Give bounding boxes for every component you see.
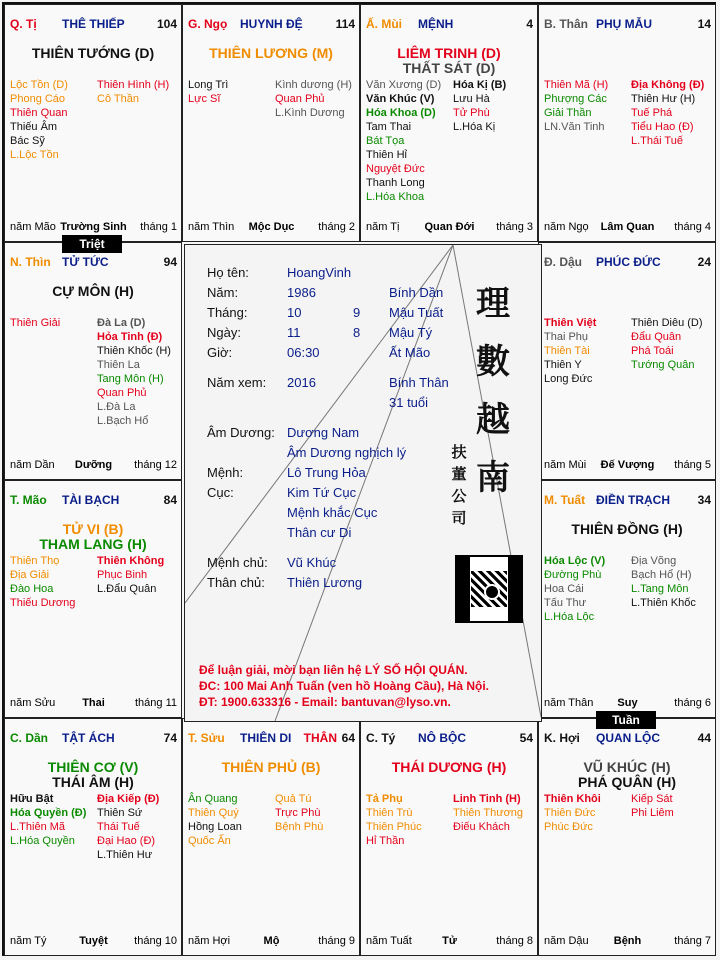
main-star: LIÊM TRINH (D) — [397, 45, 501, 61]
minor-star: Phi Liêm — [631, 807, 674, 819]
palace-hoi[interactable] — [538, 718, 716, 956]
palace-number: 14 — [697, 17, 711, 31]
minor-star: L.Thiên Mã — [10, 821, 66, 833]
palace-month: tháng 4 — [674, 221, 711, 233]
info-value: Lô Trung Hỏa — [287, 465, 366, 480]
calligraphy-char: 扶 — [451, 443, 467, 461]
minor-star: L.Hóa Khoa — [366, 191, 425, 203]
palace-dau[interactable] — [538, 242, 716, 480]
minor-star: Thiên Hư (H) — [631, 93, 696, 105]
center-info-panel — [184, 244, 542, 722]
info-value: Thân cư Di — [287, 525, 352, 540]
minor-star: Phục Binh — [97, 569, 148, 581]
tuan-tag: Tuần — [596, 711, 656, 729]
calligraphy-side — [449, 441, 469, 529]
minor-star: Thiên Mã (H) — [544, 79, 609, 91]
minor-star: Lộc Tồn (D) — [10, 79, 68, 91]
main-star: THAM LANG (H) — [39, 536, 147, 552]
palace-footer — [10, 935, 177, 949]
calligraphy-char: 數 — [476, 342, 510, 382]
palace-month: tháng 5 — [674, 459, 711, 471]
minor-star: Đại Hao (Đ) — [97, 835, 156, 847]
minor-star: L.Hóa Lộc — [544, 611, 595, 623]
minor-star: Trực Phù — [275, 807, 321, 819]
palace-month: tháng 12 — [134, 459, 177, 471]
minor-star: Hỏa Tinh (Đ) — [97, 331, 163, 343]
palace-month: tháng 10 — [134, 935, 177, 947]
palace-stem-branch: C. Dần — [10, 731, 49, 745]
star-list-right — [453, 792, 523, 834]
star-list-right — [631, 78, 704, 148]
palace-footer — [544, 221, 711, 235]
minor-star: L.Thiên Hư — [97, 849, 153, 861]
info-value: Âm Dương nghịch lý — [287, 445, 407, 460]
info-value-canchi: Bính Dần — [389, 285, 444, 300]
palace-name: TỬ TỨC — [62, 255, 109, 269]
palace-number: 44 — [697, 731, 711, 745]
star-list-left — [366, 792, 422, 848]
palace-footer — [10, 697, 177, 711]
info-label: Mệnh: — [207, 465, 244, 480]
minor-star: Thiên Giải — [10, 317, 61, 329]
calligraphy-char: 越 — [476, 400, 510, 440]
minor-star: Tam Thai — [366, 121, 412, 133]
minor-star: Kiếp Sát — [631, 793, 673, 805]
palace-month: tháng 2 — [318, 221, 355, 233]
palace-stage: Trường Sinh — [60, 221, 127, 233]
minor-star: Đường Phù — [544, 569, 602, 581]
main-star: CỰ MÔN (H) — [52, 283, 134, 299]
palace-number: 64 — [341, 731, 355, 745]
palace-name: THIÊN DI — [240, 731, 292, 745]
minor-star: Điếu Khách — [453, 821, 510, 833]
minor-star: Thai Phụ — [544, 331, 589, 343]
minor-star: Giải Thần — [544, 107, 592, 119]
minor-star: Thiên Đức — [544, 807, 596, 819]
minor-star: Tả Phụ — [366, 793, 403, 805]
info-value-canchi: Bính Thân — [389, 375, 449, 390]
info-label: Tháng: — [207, 305, 248, 320]
minor-star: Phượng Các — [544, 93, 607, 105]
star-list-left — [544, 554, 605, 624]
palace-mui[interactable] — [360, 4, 538, 242]
minor-star: Phúc Đức — [544, 821, 593, 833]
minor-star: Thiên Phúc — [366, 821, 422, 833]
minor-star: Địa Không (Đ) — [631, 79, 705, 91]
star-list-left — [544, 78, 608, 134]
palace-stage: Dưỡng — [74, 459, 113, 471]
palace-year: năm Ngọ — [544, 221, 589, 233]
star-list-left — [10, 316, 60, 330]
info-value: 10 — [287, 305, 302, 320]
minor-star: Bệnh Phù — [275, 821, 324, 833]
minor-star: Thiên Diêu (D) — [631, 317, 703, 329]
palace-stage: Mộ — [263, 935, 280, 947]
minor-star: Bác Sỹ — [10, 135, 45, 147]
palace-footer — [188, 221, 355, 235]
calligraphy-main — [473, 275, 513, 507]
main-star: THIÊN LƯƠNG (M) — [209, 45, 333, 61]
palace-number: 94 — [163, 255, 177, 269]
palace-stem-branch: C. Tý — [366, 731, 396, 745]
palace-stem-branch: B. Thân — [544, 17, 588, 31]
palace-stem-branch: N. Thìn — [10, 255, 51, 269]
palace-header — [544, 255, 711, 271]
minor-star: L.Lộc Tồn — [10, 149, 59, 161]
main-star: THÁI DƯƠNG (H) — [391, 759, 507, 775]
palace-year: năm Sửu — [10, 697, 56, 709]
main-star: THẤT SÁT (D) — [402, 60, 496, 76]
minor-star: Thanh Long — [366, 177, 425, 189]
minor-star: Tử Phù — [453, 107, 490, 119]
palace-header — [544, 731, 711, 747]
info-label: Họ tên: — [207, 265, 249, 280]
palace-stage: Thai — [82, 697, 105, 709]
contact-line: ĐC: 100 Mai Anh Tuấn (ven hồ Hoàng Cầu), Hà Nội. — [199, 679, 490, 693]
info-label: Cục: — [207, 485, 234, 500]
palace-year: năm Hợi — [188, 935, 231, 947]
main-star: TỬ VI (B) — [62, 521, 124, 537]
info-value-canchi: Mậu Tý — [389, 325, 433, 340]
info-value-canchi: Ất Mão — [389, 345, 431, 360]
info-value-canchi: 31 tuổi — [389, 395, 429, 410]
minor-star: Long Trì — [188, 79, 229, 91]
palace-name: TẬT ÁCH — [62, 731, 115, 745]
info-label: Năm: — [207, 285, 239, 300]
minor-star: Tuế Phá — [631, 107, 673, 119]
minor-star: Đẩu Quân — [631, 331, 682, 343]
palace-month: tháng 3 — [496, 221, 533, 233]
palace-footer — [544, 459, 711, 473]
palace-year: năm Thân — [544, 697, 594, 709]
info-label: Giờ: — [207, 345, 233, 360]
minor-star: Hóa Kị (B) — [453, 79, 507, 91]
palace-header — [544, 493, 711, 509]
qr-code-icon[interactable] — [455, 555, 523, 623]
palace-header — [10, 17, 177, 33]
info-value-lunar: 9 — [353, 305, 361, 320]
star-list-right — [97, 554, 164, 596]
palace-stem-branch: Ấ. Mùi — [366, 17, 402, 31]
palace-stem-branch: T. Sửu — [188, 731, 225, 745]
minor-star: Hoa Cái — [544, 583, 584, 595]
minor-star: Thiên Trù — [366, 807, 413, 819]
palace-name: HUYNH ĐỆ — [240, 17, 303, 31]
palace-number: 114 — [335, 17, 355, 31]
star-list-left — [366, 78, 441, 204]
minor-star: Quốc Ấn — [188, 835, 231, 847]
minor-star: Linh Tinh (H) — [453, 793, 521, 805]
main-star: THIÊN CƠ (V) — [47, 759, 139, 775]
star-list-right — [631, 554, 696, 610]
palace-header — [188, 731, 355, 747]
minor-star: L.Bạch Hổ — [97, 415, 149, 427]
info-value: Dương Nam — [287, 425, 360, 440]
minor-star: Bát Tọa — [366, 135, 405, 147]
minor-star: L.Đẩu Quân — [97, 583, 157, 595]
palace-footer — [188, 935, 355, 949]
minor-star: L.Đà La — [97, 401, 136, 413]
palace-footer — [10, 459, 177, 473]
palace-name: ĐIỀN TRẠCH — [596, 493, 670, 507]
palace-tuat[interactable] — [538, 480, 716, 718]
minor-star: L.Hóa Quyền — [10, 835, 75, 847]
info-value: HoangVinh — [287, 265, 352, 280]
palace-number: 74 — [163, 731, 177, 745]
minor-star: Tang Môn (H) — [97, 373, 164, 385]
palace-stem-branch: Q. Tị — [10, 17, 37, 31]
minor-star: Thiên Tài — [544, 345, 590, 357]
star-list-left — [10, 792, 86, 848]
minor-star: Tấu Thư — [544, 597, 587, 609]
palace-year: năm Tuất — [366, 935, 412, 947]
palace-footer — [366, 221, 533, 235]
minor-star: Thiên Quan — [10, 107, 68, 119]
info-label: Năm xem: — [207, 375, 267, 390]
minor-star: Quan Phủ — [275, 93, 325, 105]
star-list-left — [544, 316, 596, 386]
palace-number: 104 — [156, 17, 177, 31]
palace-year: năm Tý — [10, 935, 47, 947]
minor-star: L.Kình Dương — [275, 107, 345, 119]
star-list-right — [631, 792, 674, 820]
minor-star: Nguyệt Đức — [366, 163, 425, 175]
minor-star: Thiếu Dương — [10, 597, 76, 609]
palace-header — [366, 731, 533, 747]
star-list-right — [275, 792, 323, 834]
info-value: 11 — [287, 325, 301, 340]
palace-footer — [10, 221, 177, 235]
minor-star: L.Tang Môn — [631, 583, 689, 595]
palace-stage: Bệnh — [613, 935, 642, 947]
palace-suu[interactable] — [182, 718, 360, 956]
minor-star: Bạch Hổ (H) — [631, 569, 692, 581]
palace-number: 34 — [697, 493, 711, 507]
minor-star: Thiên Y — [544, 359, 582, 371]
minor-star: Đà La (D) — [97, 317, 146, 329]
main-star: PHÁ QUÂN (H) — [578, 774, 676, 790]
than-marker: THÂN — [303, 731, 337, 745]
palace-year: năm Mùi — [544, 459, 587, 471]
info-label: Âm Dương: — [207, 425, 275, 440]
minor-star: Hữu Bật — [10, 793, 54, 805]
main-star: THIÊN TƯỚNG (D) — [31, 45, 155, 61]
minor-star: Thiên Không — [97, 555, 165, 567]
palace-name: PHỤ MẪU — [596, 17, 652, 31]
main-star: THÁI ÂM (H) — [52, 774, 134, 790]
star-list-left — [10, 554, 75, 610]
palace-header — [10, 731, 177, 747]
palace-year: năm Tị — [366, 221, 400, 233]
minor-star: Thiên Sứ — [97, 807, 143, 819]
minor-star: Đào Hoa — [10, 583, 54, 595]
star-list-left — [188, 78, 228, 106]
palace-stem-branch: Đ. Dậu — [544, 255, 583, 269]
info-label: Ngày: — [207, 325, 241, 340]
minor-star: Long Đức — [544, 373, 593, 385]
palace-month: tháng 6 — [674, 697, 711, 709]
palace-month: tháng 8 — [496, 935, 533, 947]
palace-ti[interactable] — [4, 4, 182, 242]
minor-star: L.Thiên Khốc — [631, 597, 696, 609]
info-label: Thân chủ: — [207, 575, 265, 590]
palace-ngo[interactable] — [182, 4, 360, 242]
palace-stage: Đế Vượng — [600, 459, 655, 471]
palace-stage: Tuyệt — [79, 935, 108, 947]
palace-footer — [366, 935, 533, 949]
info-value: 06:30 — [287, 345, 320, 360]
palace-stage: Suy — [617, 697, 638, 709]
palace-header — [544, 17, 711, 33]
triet-tag: Triệt — [62, 235, 122, 253]
palace-header — [10, 493, 177, 509]
palace-footer — [544, 697, 711, 711]
minor-star: L.Hóa Kị — [453, 121, 496, 133]
calligraphy-char: 理 — [476, 284, 510, 324]
palace-stem-branch: G. Ngọ — [188, 17, 228, 31]
palace-thin[interactable] — [4, 242, 182, 480]
star-list-right — [453, 78, 506, 134]
palace-stem-branch: T. Mão — [10, 493, 47, 507]
star-list-left — [188, 792, 242, 848]
palace-number: 24 — [697, 255, 711, 269]
palace-name: PHÚC ĐỨC — [596, 255, 661, 269]
star-list-left — [544, 792, 601, 834]
star-list-left — [10, 78, 68, 162]
palace-name: MỆNH — [418, 17, 454, 31]
palace-stage: Tử — [442, 935, 457, 947]
minor-star: Phá Toái — [631, 345, 674, 357]
palace-year: năm Dần — [10, 459, 55, 471]
calligraphy-char: 公 — [451, 487, 467, 505]
minor-star: Văn Xương (D) — [366, 79, 442, 91]
info-value: 1986 — [287, 285, 316, 300]
star-list-right — [97, 792, 159, 862]
palace-year: năm Dậu — [544, 935, 589, 947]
palace-stage: Quan Đới — [424, 221, 475, 233]
minor-star: Hóa Khoa (D) — [366, 107, 436, 119]
minor-star: Thiên Thọ — [10, 555, 60, 567]
contact-line: Để luận giải, mời bạn liên hệ LÝ SỐ HỘI QUÁN. — [199, 663, 468, 677]
palace-number: 84 — [163, 493, 177, 507]
palace-ty[interactable] — [360, 718, 538, 956]
minor-star: Thiên Khôi — [544, 793, 601, 805]
info-value: Thiên Lương — [287, 575, 363, 590]
minor-star: Thiếu Âm — [10, 121, 58, 133]
palace-footer — [544, 935, 711, 949]
main-star: THIÊN ĐỒNG (H) — [571, 521, 683, 537]
minor-star: Kình dương (H) — [275, 79, 352, 91]
minor-star: LN.Văn Tinh — [544, 121, 605, 133]
palace-number: 54 — [519, 731, 533, 745]
minor-star: Cô Thần — [97, 93, 139, 105]
minor-star: Thiên Hỉ — [366, 149, 407, 161]
minor-star: Thiên La — [97, 359, 140, 371]
chart-board — [2, 2, 716, 956]
palace-mao[interactable] — [4, 480, 182, 718]
minor-star: Thiên Khốc (H) — [97, 345, 171, 357]
calligraphy-char: 董 — [451, 465, 467, 483]
info-value-lunar: 8 — [353, 325, 361, 340]
palace-stem-branch: K. Hợi — [544, 731, 580, 745]
info-value: 2016 — [287, 375, 316, 390]
palace-header — [188, 17, 355, 33]
info-value: Mệnh khắc Cục — [287, 505, 378, 520]
minor-star: Quả Tú — [275, 793, 312, 805]
palace-number: 4 — [526, 17, 533, 31]
minor-star: Địa Kiếp (Đ) — [97, 793, 160, 805]
info-value: Kim Tứ Cục — [287, 485, 357, 500]
palace-month: tháng 7 — [674, 935, 711, 947]
minor-star: Phong Cáo — [10, 93, 66, 105]
minor-star: Lực Sĩ — [188, 93, 221, 105]
star-list-right — [275, 78, 352, 120]
minor-star: Thiên Việt — [544, 317, 597, 329]
palace-year: năm Thìn — [188, 221, 235, 233]
palace-header — [10, 255, 177, 271]
palace-name: TÀI BẠCH — [62, 493, 120, 507]
palace-stage: Mộc Dục — [248, 221, 295, 233]
minor-star: Ân Quang — [188, 793, 238, 805]
palace-header — [366, 17, 533, 33]
minor-star: Hỉ Thần — [366, 835, 405, 847]
contact-line: ĐT: 1900.633316 - Email: bantuvan@lyso.vn. — [199, 695, 451, 709]
minor-star: Hóa Lộc (V) — [544, 555, 606, 567]
palace-month: tháng 11 — [134, 697, 177, 709]
calligraphy-char: 南 — [476, 458, 510, 498]
minor-star: Hóa Quyền (Đ) — [10, 807, 87, 819]
minor-star: Thiên Hình (H) — [97, 79, 170, 91]
calligraphy-char: 司 — [451, 509, 467, 527]
palace-month: tháng 1 — [140, 221, 177, 233]
palace-year: năm Mão — [10, 221, 56, 233]
info-value-canchi: Mậu Tuất — [389, 305, 444, 320]
palace-dan[interactable] — [4, 718, 182, 956]
minor-star: Tướng Quân — [631, 359, 695, 371]
minor-star: Thái Tuế — [97, 821, 140, 833]
palace-name: THÊ THIẾP — [62, 17, 125, 31]
palace-month: tháng 9 — [318, 935, 355, 947]
minor-star: L.Thái Tuế — [631, 135, 683, 147]
minor-star: Tiểu Hao (Đ) — [631, 121, 694, 133]
minor-star: Lưu Hà — [453, 93, 490, 105]
minor-star: Thiên Quý — [188, 807, 239, 819]
minor-star: Địa Võng — [631, 555, 677, 567]
info-label: Mệnh chủ: — [207, 555, 268, 570]
minor-star: Văn Khúc (V) — [366, 93, 435, 105]
palace-stem-branch: M. Tuất — [544, 493, 586, 507]
minor-star: Thiên Thương — [453, 807, 524, 819]
palace-stage: Lâm Quan — [600, 221, 655, 233]
minor-star: Quan Phủ — [97, 387, 147, 399]
star-list-right — [97, 78, 169, 106]
star-list-right — [631, 316, 703, 372]
main-star: THIÊN PHỦ (B) — [221, 759, 321, 775]
info-value: Vũ Khúc — [287, 555, 337, 570]
palace-than[interactable] — [538, 4, 716, 242]
main-star: VŨ KHÚC (H) — [583, 759, 671, 775]
minor-star: Địa Giải — [10, 569, 50, 581]
palace-name: NÔ BỘC — [418, 731, 466, 745]
star-list-right — [97, 316, 171, 428]
minor-star: Hồng Loan — [188, 821, 242, 833]
palace-name: QUAN LỘC — [596, 731, 660, 745]
